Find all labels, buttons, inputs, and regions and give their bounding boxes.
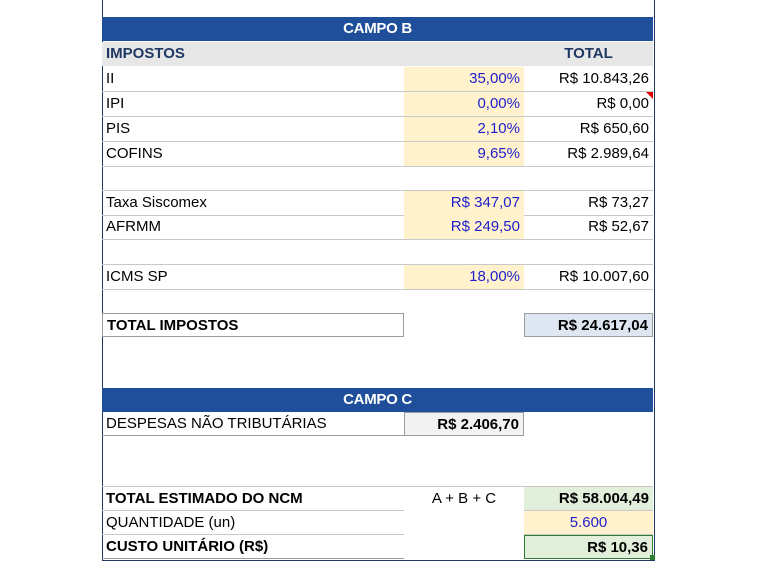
quantidade-label[interactable]: QUANTIDADE (un) [102, 511, 404, 535]
impostos-column-header[interactable]: IMPOSTOS [102, 42, 404, 66]
tax-row-ii [102, 67, 653, 92]
icms-total[interactable]: R$ 10.007,60 [558, 268, 649, 285]
campo-c-header: CAMPO C [102, 388, 653, 412]
tax-row-cofins [102, 142, 653, 167]
icms-rate[interactable]: 18,00% [404, 265, 524, 289]
fee-row-siscomex [102, 190, 653, 216]
total-impostos-row [102, 313, 653, 337]
tax-rate[interactable]: 35,00% [404, 67, 524, 91]
custo-unitario-row [102, 535, 653, 559]
tax-label[interactable]: IPI [106, 95, 125, 112]
despesas-label[interactable]: DESPESAS NÃO TRIBUTÁRIAS [102, 412, 404, 436]
total-estimado-row [102, 486, 653, 511]
fee-row-afrmm [102, 215, 653, 240]
tax-total[interactable]: R$ 2.989,64 [567, 145, 649, 162]
campo-b-header: CAMPO B [102, 17, 653, 41]
tax-row-ipi [102, 92, 653, 117]
fee-label[interactable]: Taxa Siscomex [106, 194, 207, 211]
total-column-header[interactable]: TOTAL [524, 42, 653, 66]
fee-value[interactable]: R$ 249,50 [404, 215, 524, 239]
tax-rate[interactable]: 0,00% [404, 92, 524, 116]
total-impostos-value[interactable]: R$ 24.617,04 [524, 313, 653, 337]
fee-total[interactable]: R$ 73,27 [588, 194, 649, 211]
fee-label[interactable]: AFRMM [106, 218, 161, 235]
fee-value[interactable]: R$ 347,07 [404, 191, 524, 215]
impostos-header-row [102, 42, 653, 66]
despesas-row [102, 412, 653, 436]
tax-rate[interactable]: 9,65% [404, 142, 524, 166]
total-estimado-label[interactable]: TOTAL ESTIMADO DO NCM [102, 487, 404, 511]
comment-indicator-icon[interactable] [646, 92, 653, 99]
tax-total[interactable]: R$ 0,00 [596, 95, 649, 112]
despesas-value[interactable]: R$ 2.406,70 [404, 412, 524, 436]
quantidade-row [102, 511, 653, 535]
tax-label[interactable]: II [106, 70, 115, 87]
tax-row-pis [102, 117, 653, 142]
total-estimado-formula[interactable]: A + B + C [431, 490, 497, 507]
fill-handle[interactable] [650, 555, 655, 560]
custo-unitario-label[interactable]: CUSTO UNITÁRIO (R$) [102, 535, 404, 559]
tax-total[interactable]: R$ 650,60 [579, 120, 649, 137]
tax-label[interactable]: PIS [106, 120, 131, 137]
rate-column-header[interactable] [404, 42, 524, 66]
quantidade-value[interactable]: 5.600 [524, 511, 653, 535]
fee-total[interactable]: R$ 52,67 [588, 218, 649, 235]
tax-label[interactable]: COFINS [106, 145, 163, 162]
total-impostos-label[interactable]: TOTAL IMPOSTOS [102, 313, 404, 337]
tax-rate[interactable]: 2,10% [404, 117, 524, 141]
tax-total[interactable]: R$ 10.843,26 [558, 70, 649, 87]
icms-label[interactable]: ICMS SP [106, 268, 168, 285]
custo-unitario-value[interactable]: R$ 10,36 [524, 535, 653, 559]
icms-row [102, 264, 653, 290]
total-estimado-value[interactable]: R$ 58.004,49 [524, 487, 653, 511]
